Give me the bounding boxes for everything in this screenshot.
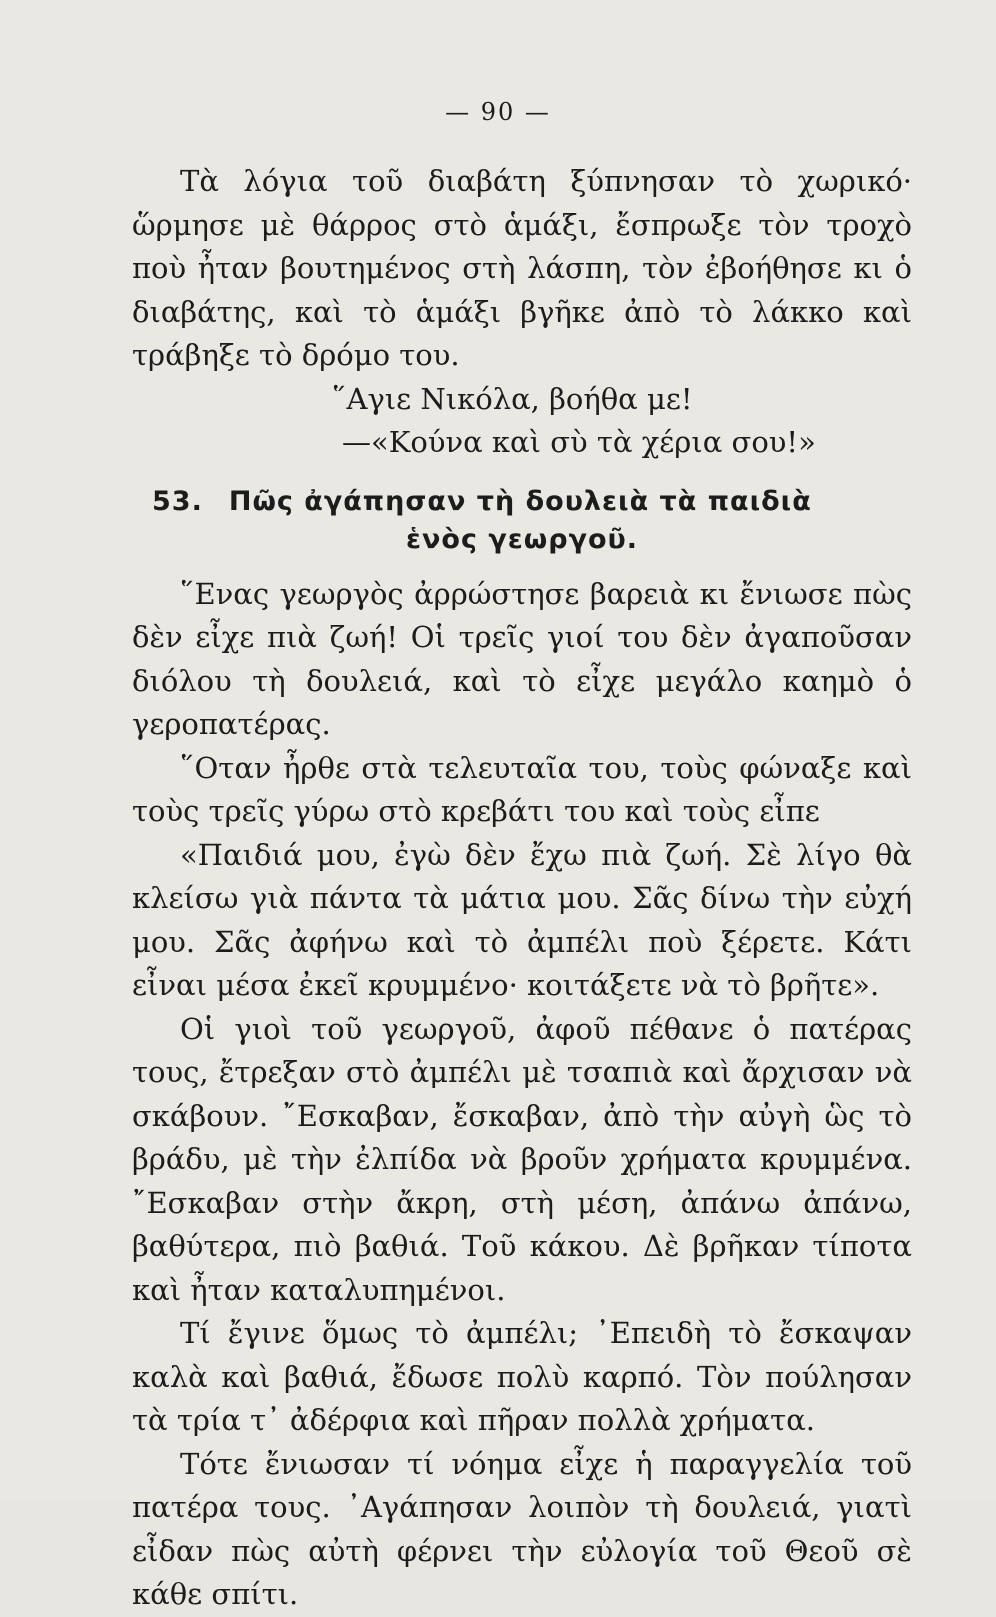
paragraph: «Παιδιά μου, ἐγὼ δὲν ἔχω πιὰ ζωή. Σὲ λίγο θὰ κλείσω γιὰ πάντα τὰ μάτια μου. Σᾶς δίνω τὴν εὐχή μου. Σᾶς ἀφήνω καὶ τὸ ἀμπέλι ποὺ ξέρετε. Κάτι εἶναι μέσα ἐκεῖ κρυμμένο· κοιτάξετε νὰ τὸ βρῆτε». (132, 837, 912, 1002)
paragraph: ῞Οταν ἦρθε στὰ τελευταῖα του, τοὺς φώναξε καὶ τοὺς τρεῖς γύρω στὸ κρεβάτι του καὶ τοὺς εἶπε (132, 750, 912, 828)
section-title-line-1: Πῶς ἀγάπησαν τὴ δουλειὰ τὰ παιδιὰ (228, 485, 812, 517)
page-content (132, 160, 912, 1617)
paragraph: Τί ἔγινε ὅμως τὸ ἀμπέλι; ᾿Επειδὴ τὸ ἔσκαψαν καλὰ καὶ βαθιά, ἔδωσε πολὺ καρπό. Τὸν πούλησαν τὰ τρία τ᾿ ἀδέρφια καὶ πῆραν πολλὰ χρήματα. (132, 1316, 912, 1437)
section-title-line-2: ἑνὸς γεωργοῦ. (405, 523, 639, 555)
paragraph: ῞Ενας γεωργὸς ἀρρώστησε βαρειὰ κι ἔνιωσε πὼς δὲν εἶχε πιὰ ζωή! Οἱ τρεῖς γιοί του δὲν ἀγαποῦσαν διόλου τὴ δουλειά, καὶ τὸ εἶχε μεγάλο καημὸ ὁ γεροπατέρας. (132, 576, 912, 741)
section-number: 53. (152, 485, 203, 517)
quote-line-1: ῞Αγιε Νικόλα, βοήθα με! (332, 381, 693, 416)
quote-line-2: —«Κούνα καὶ σὺ τὰ χέρια σου!» (342, 425, 816, 459)
story-end-paragraph: Τὰ λόγια τοῦ διαβάτη ξύπνησαν τὸ χωρικό· ὥρμησε μὲ θάρρος στὸ ἁμάξι, ἔσπρωξε τὸν τροχὸ ποὺ ἦταν βουτημένος στὴ λάσπη, τὸν ἐβοήθησε κι ὁ διαβάτης, καὶ τὸ ἁμάξι βγῆκε ἀπὸ τὸ λάκκο καὶ τράβηξε τὸ δρόμο του. (132, 164, 912, 372)
section-heading (132, 483, 912, 559)
page-number: — 90 — (445, 98, 551, 126)
paragraph: Οἱ γιοὶ τοῦ γεωργοῦ, ἀφοῦ πέθανε ὁ πατέρας τους, ἔτρεξαν στὸ ἀμπέλι μὲ τσαπιὰ καὶ ἄρχισαν νὰ σκάβουν. ῎Εσκαβαν, ἔσκαβαν, ἀπὸ τὴν αὐγὴ ὣς τὸ βράδυ, μὲ τὴν ἐλπίδα νὰ βροῦν χρήματα κρυμμένα. ῎Εσκαβαν στὴν ἄκρη, στὴ μέση, ἀπάνω ἀπάνω, βαθύτερα, πιὸ βαθιά. Τοῦ κάκου. Δὲ βρῆκαν τίποτα καὶ ἦταν καταλυπημένοι. (132, 1011, 912, 1307)
paragraph: Τότε ἔνιωσαν τί νόημα εἶχε ἡ παραγγελία τοῦ πατέρα τους. ᾿Αγάπησαν λοιπὸν τὴ δουλειά, γιατὶ εἶδαν πὼς αὐτὴ φέρνει τὴν εὐλογία τοῦ Θεοῦ σὲ κάθε σπίτι. (132, 1446, 912, 1611)
